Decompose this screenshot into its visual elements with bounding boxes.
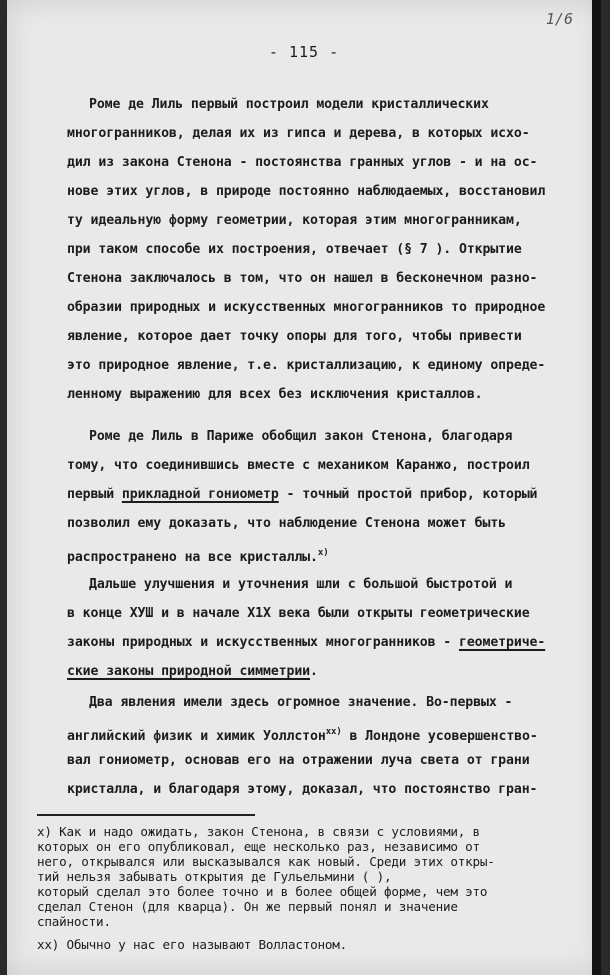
text-line: Стенона заключалось в том, что он нашел в бесконечном разно- — [67, 271, 538, 286]
footnote-line: xx) Обычно у нас его называют Волластоном. — [37, 937, 348, 952]
footnote-line: который сделал это более точно и в более общей форме, чем это — [37, 884, 488, 899]
footnote-ref: xx) — [325, 727, 342, 737]
footnote-line: спайности. — [37, 914, 111, 929]
underlined-term: ские законы природной симметрии — [67, 664, 311, 679]
text-line: образии природных и искусственных многогранников то природное — [67, 300, 546, 315]
text-line: ту идеальную форму геометрии, которая этим многогранникам, — [67, 213, 522, 228]
text-line: это природное явление, т.е. кристаллизацию, к единому опреде- — [67, 358, 546, 373]
text-line: Роме де Лиль в Париже обобщил закон Стенона, благодаря — [89, 429, 513, 444]
footnote-line: которых он его опубликовал, еще несколько раз, независимо от — [37, 839, 480, 854]
text-line: при таком способе их построения, отвечает (§ 7 ). Открытие — [67, 242, 522, 257]
page-edge-shadow — [592, 0, 601, 975]
text-line: позволил ему доказать, что наблюдение Стенона может быть — [67, 516, 507, 531]
footnote-separator — [37, 814, 255, 816]
footnote-line: тий нельзя забывать открытия де Гульельмини ( ), — [37, 869, 392, 884]
footnote-ref: x) — [317, 548, 329, 558]
text-line-with-footnote-ref: распространено на все кристаллы.$^{x)}$ — [67, 548, 329, 565]
footnote-line: сделал Стенон (для кварца). Он же первый понял и значение — [37, 899, 458, 914]
footnote-line: x) Как и надо ожидать, закон Стенона, в связи с условиями, в — [37, 824, 480, 839]
archive-corner-mark: 1/6 — [545, 10, 573, 28]
text-line: ленному выражению для всех без исключения кристаллов. — [67, 387, 483, 402]
document-page — [7, 0, 601, 975]
text-line: нове этих углов, в природе постоянно наблюдаемых, восстановил — [67, 184, 546, 199]
text-line: кристалла, и благодаря этому, доказал, что постоянство гран- — [67, 782, 538, 797]
text-line: многогранников, делая их из гипса и дерева, в которых исхо- — [67, 126, 530, 141]
text-line-underlined: законы природных и искусственных многогранников - геометриче- — [67, 635, 546, 650]
underlined-term: прикладной гониометр — [121, 487, 279, 502]
text-line: вал гониометр, основав его на отражении луча света от грани — [67, 753, 530, 768]
text-line: дил из закона Стенона - постоянства гранных углов - и на ос- — [67, 155, 538, 170]
text-line: в конце ХУШ и в начале Х1Х века были открыты геометрические — [67, 606, 530, 621]
text-line: явление, которое дает точку опоры для того, чтобы привести — [67, 329, 522, 344]
underlined-term: геометриче- — [458, 635, 546, 650]
text-line: Дальше улучшения и уточнения шли с большой быстротой и — [89, 577, 513, 592]
text-line: Роме де Лиль первый построил модели кристаллических — [89, 97, 489, 112]
text-line-with-footnote-ref: английский физик и химик Уоллстон$^{xx)}$ в Лондоне усовершенство- — [67, 727, 538, 744]
footnote-line: него, открывался или высказывался как новый. Среди этих откры- — [37, 854, 495, 869]
page-number: - 115 - — [268, 43, 340, 61]
text-line: Два явления имели здесь огромное значение. Во-первых - — [89, 695, 513, 710]
text-line: тому, что соединившись вместе с механиком Каранжо, построил — [67, 458, 530, 473]
text-line-underlined: первый прикладной гониометр - точный простой прибор, который — [67, 487, 538, 502]
text-line-underlined: ские законы природной симметрии. — [67, 664, 318, 679]
